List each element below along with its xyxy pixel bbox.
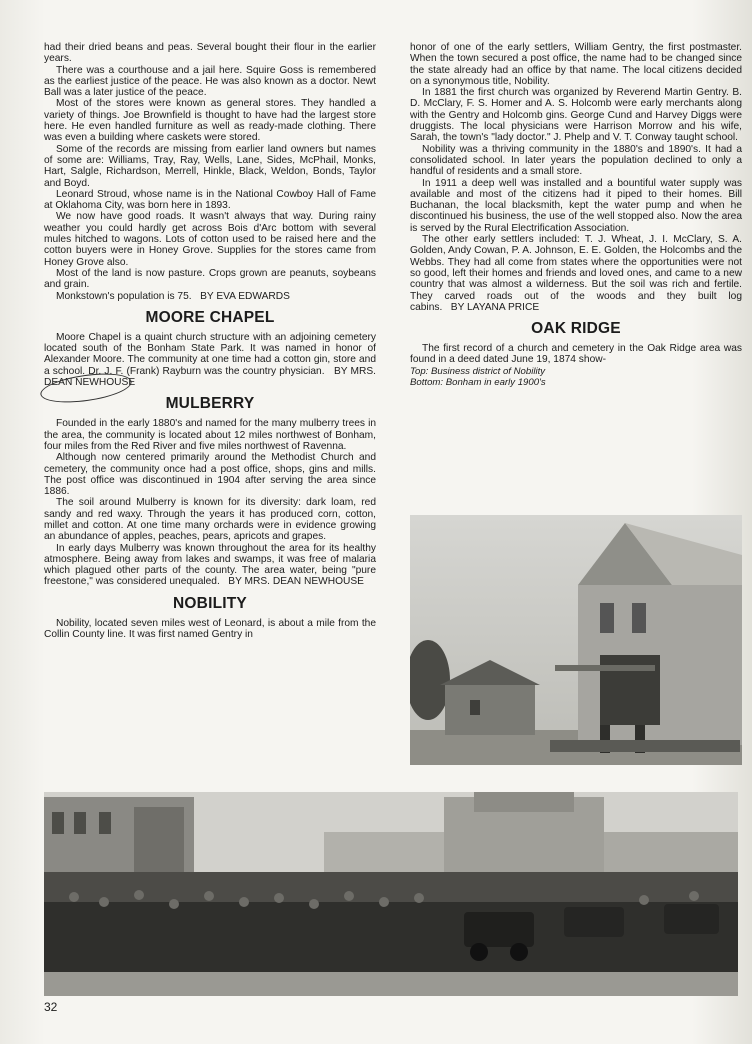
section-title-oak-ridge: OAK RIDGE [531, 320, 621, 338]
paragraph: Although now centered primarily around the Methodist Church and cemetery, the community once had a post office, shops, gins and mills. The post office was discontinued in 1904 after serving the area since 1886. [44, 452, 376, 498]
paragraph: Most of the stores were known as general stores. They handled a variety of things. Joe Brownfield is thought to have had the largest store here. He even handled furniture as well as ready-made clothing. There was even a building where caskets were stored. [44, 98, 376, 144]
paragraph: Nobility, located seven miles west of Leonard, is about a mile from the Collin County line. It was first named Gentry in [44, 617, 376, 641]
right-column [410, 42, 742, 388]
byline: BY LAYANA PRICE [450, 301, 540, 313]
paragraph: In 1911 a deep well was installed and a bountiful water supply was available and most of the citizens had it piped to their homes. Bill Buchanan, the local blacksmith, kept the water pump and when he discontinued his business, the use of the well stopped also. Now the area is served by the Rural Electrification Association. [410, 177, 742, 234]
paragraph [44, 291, 376, 302]
paragraph-text: The other early settlers included: T. J. Wheat, J. I. McClary, S. A. Golden, Andy Cowan, P. A. Johnson, E. E. Golden, the Holcombs and the Webbs. They had all come from states where the opportunities were not so good, left their homes and friends and loved ones, and came to a new country that was almost a wilderness. But the soil was rich and fertile. They carved roads out of the woods and they built log cabins. [410, 234, 742, 313]
section-title-nobility: NOBILITY [173, 594, 247, 612]
paragraph: The first record of a church and cemetery in the Oak Ridge area was found in a deed dated June 19, 1874 show- [410, 343, 742, 366]
paragraph: had their dried beans and peas. Several bought their flour in the earlier years. [44, 42, 376, 65]
paragraph: Founded in the early 1880's and named for the many mulberry trees in the area, the community is located about 12 miles northwest of Bonham, four miles from the Red River and five miles northwest of Ravenna. [44, 418, 376, 452]
paragraph: honor of one of the early settlers, William Gentry, the first postmaster. When the town secured a post office, the name had to be changed since the state already had an office by that name. The local citizens decided on a synonymous title, Nobility. [410, 42, 742, 87]
paragraph: Leonard Stroud, whose name is in the National Cowboy Hall of Fame at Oklahoma City, was born here in 1893. [44, 188, 376, 212]
section-title-mulberry: MULBERRY [165, 395, 255, 413]
byline: BY MRS. DEAN NEWHOUSE [44, 365, 376, 389]
section-title-moore-chapel: MOORE CHAPEL [145, 308, 275, 326]
photo-nobility-business-district [410, 515, 742, 765]
caption-top: Top: Business district of Nobility [410, 365, 546, 377]
paragraph-text: Moore Chapel is a quaint church structure with an adjoining cemetery located south of the Bonham State Park. It was named in honor of Alexander Moore. The community at one time had a cotton gin, store and a school. Dr. J. F. (Frank) Rayburn was the country physician. [44, 331, 376, 377]
paragraph: There was a courthouse and a jail here. Squire Goss is remembered as the earliest justice of the peace. He was also known as a doctor. Newt Ball was a later justice of the peace. [44, 64, 376, 99]
photo-nobility-illustration [410, 515, 742, 765]
paragraph-text: In early days Mulberry was known throughout the area for its healthy atmosphere. Being away from lakes and swamps, it was free of malaria which plagued other parts of the county. The area water, being "pure freestone," was considered unequaled. [44, 542, 376, 588]
byline: BY MRS. DEAN NEWHOUSE [228, 576, 364, 588]
paragraph: In 1881 the first church was organized by Reverend Martin Gentry. B. D. McClary, F. S. Homer and A. S. Holcomb were early merchants along with the Gentry and Holcomb gins. George Cund and Harvey Diggs were druggists. The local physicians were Harrison Morrow and his wife, Sarah, the town's "lady doctor." J. Phelp and V. T. Conway taught school. [410, 87, 742, 144]
paragraph: Nobility was a thriving community in the 1880's and 1890's. It had a consolidated school. In later years the population declined to only a handful of residents and a small store. [410, 143, 742, 178]
paragraph: Some of the records are missing from earlier land owners but names of some are: Williams, Tray, Ray, Wells, Lane, Sides, McPhail, Monks, Hart, Salgle, Richardson, Merrell, Hinkle, Black, Weldon, Bonds, Taylor and Boyd. [44, 143, 376, 189]
paragraph-text: Monkstown's population is 75. [56, 290, 192, 302]
paragraph: The soil around Mulberry is known for its diversity: dark loam, red sandy and red waxy. Through the years it has produced corn, cotton, millet and cotton. At one time many orchards were in evidence growing an abundance of apples, peaches, pears, apricots and grapes. [44, 497, 376, 543]
paragraph: Most of the land is now pasture. Crops grown are peanuts, soybeans and grain. [44, 267, 376, 291]
photo-caption [410, 366, 742, 388]
paragraph [410, 234, 742, 313]
paragraph: We now have good roads. It wasn't always that way. During rainy weather you could hardly get across Bois d'Arc bottom with several mules hitched to wagons. Lots of cotton used to be raised here and the cotton buyers were in Honey Grove. Supplies for the stores came from Honey Grove also. [44, 211, 376, 268]
left-column [44, 42, 376, 640]
page-number: 32 [44, 1000, 58, 1014]
photo-bonham-early-1900s [44, 792, 738, 996]
paragraph [44, 543, 376, 588]
photo-bonham-illustration [44, 792, 738, 996]
caption-bottom: Bottom: Bonham in early 1900's [410, 376, 546, 388]
byline: BY EVA EDWARDS [200, 290, 290, 302]
